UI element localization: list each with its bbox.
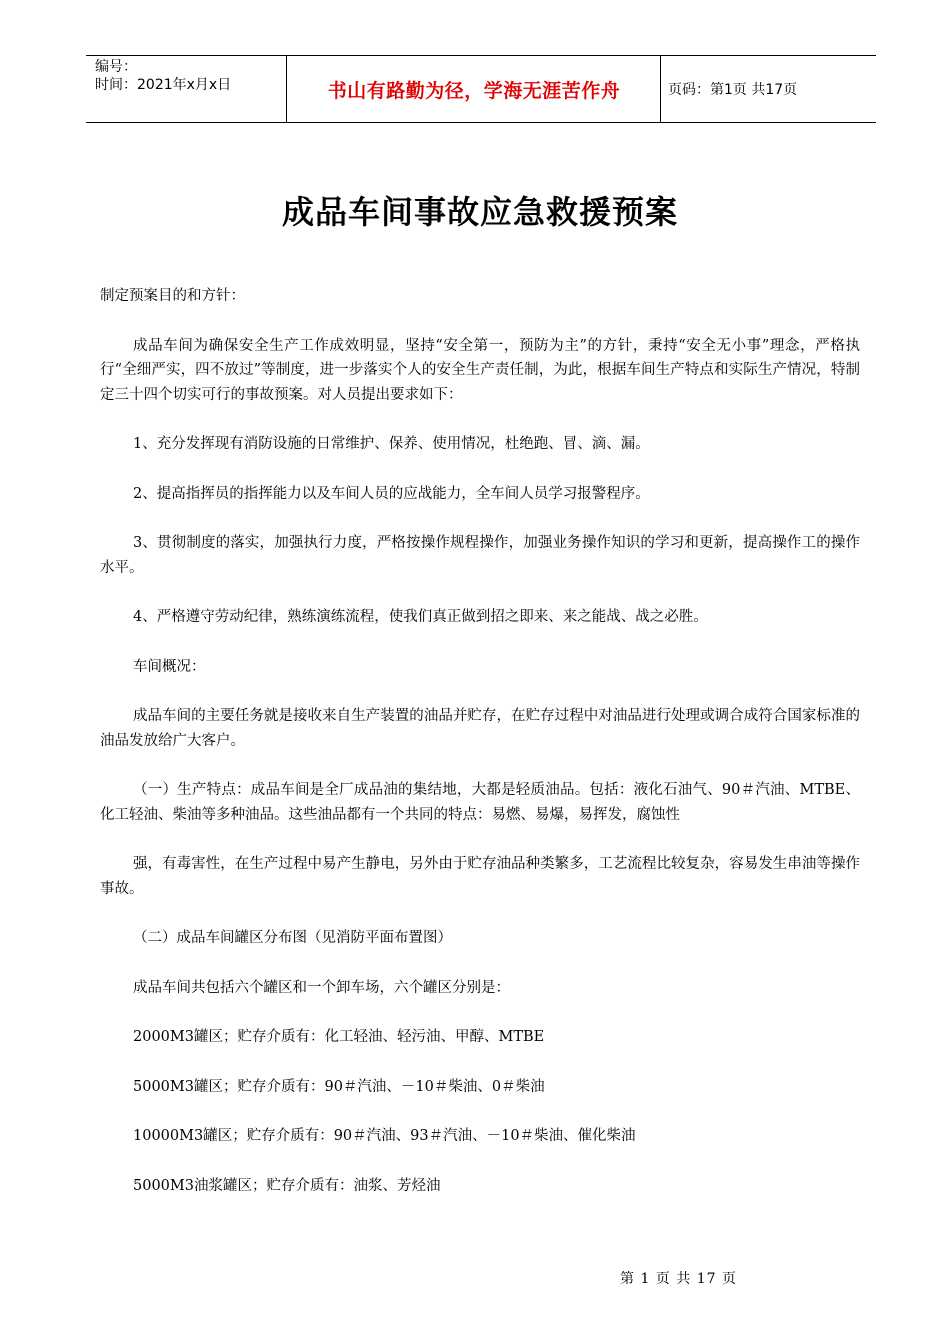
paragraph-purpose-heading: 制定预案目的和方针：: [100, 288, 245, 304]
header-divider-right: [660, 56, 661, 122]
header-meta: [95, 58, 290, 94]
list-item: 2000M3罐区；贮存介质有：化工轻油、轻污油、甲醇、MTBE: [133, 1029, 545, 1045]
list-item: 2、提高指挥员的指挥能力以及车间人员的应战能力，全车间人员学习报警程序。: [133, 485, 650, 502]
paragraph: 强，有毒害性，在生产过程中易产生静电，另外由于贮存油品种类繁多，工艺流程比较复杂，容易发生串油等操作事故。: [100, 856, 860, 897]
document-body: [100, 284, 860, 1223]
document-title: 成品车间事故应急救援预案: [281, 193, 678, 231]
list-item: 4、严格遵守劳动纪律，熟练演练流程，使我们真正做到招之即来、来之能战、战之必胜。: [133, 609, 708, 625]
header-slogan: 书山有路勤为径，学海无涯苦作舟: [327, 79, 621, 102]
page-footer: 第 1 页 共 17 页: [620, 1271, 737, 1287]
header-page-info: 页码：第1页 共17页: [668, 82, 798, 98]
list-item: 1、充分发挥现有消防设施的日常维护、保养、使用情况，杜绝跑、冒、滴、漏。: [133, 436, 650, 452]
page-header: [86, 55, 876, 123]
paragraph: 成品车间共包括六个罐区和一个卸车场，六个罐区分别是：: [133, 979, 510, 996]
document-time: 时间：2021年x月x日: [95, 77, 232, 93]
list-item: 5000M3罐区；贮存介质有：90＃汽油、－10＃柴油、0＃柴油: [133, 1078, 545, 1095]
list-item: 10000M3罐区；贮存介质有：90＃汽油、93＃汽油、－10＃柴油、催化柴油: [133, 1128, 636, 1144]
document-number-label: 编号：: [95, 59, 137, 75]
list-item: 5000M3油浆罐区；贮存介质有：油浆、芳烃油: [133, 1177, 441, 1194]
list-item: 3、贯彻制度的落实，加强执行力度，严格按操作规程操作，加强业务操作知识的学习和更新，提高操作工的操作水平。: [100, 535, 860, 576]
paragraph: 成品车间的主要任务就是接收来自生产装置的油品并贮存，在贮存过程中对油品进行处理或调合成符合国家标准的油品发放给广大客户。: [100, 708, 860, 749]
header-divider-left: [286, 56, 287, 122]
paragraph: （一）生产特点：成品车间是全厂成品油的集结地，大都是轻质油品。包括：液化石油气、90＃汽油、MTBE、化工轻油、柴油等多种油品。这些油品都有一个共同的特点：易燃、易爆，易挥发，腐蚀性: [100, 782, 860, 823]
paragraph: 成品车间为确保安全生产工作成效明显，坚持“安全第一，预防为主”的方针，秉持“安全无小事”理念，严格执行“全细严实，四不放过”等制度，进一步落实个人的安全生产责任制，为此，根据车间生产特点和实际生产情况，特制定三十四个切实可行的事故预案。对人员提出要求如下：: [100, 337, 860, 403]
section-heading-overview: 车间概况：: [133, 658, 206, 675]
paragraph: （二）成品车间罐区分布图（见消防平面布置图）: [133, 930, 452, 946]
